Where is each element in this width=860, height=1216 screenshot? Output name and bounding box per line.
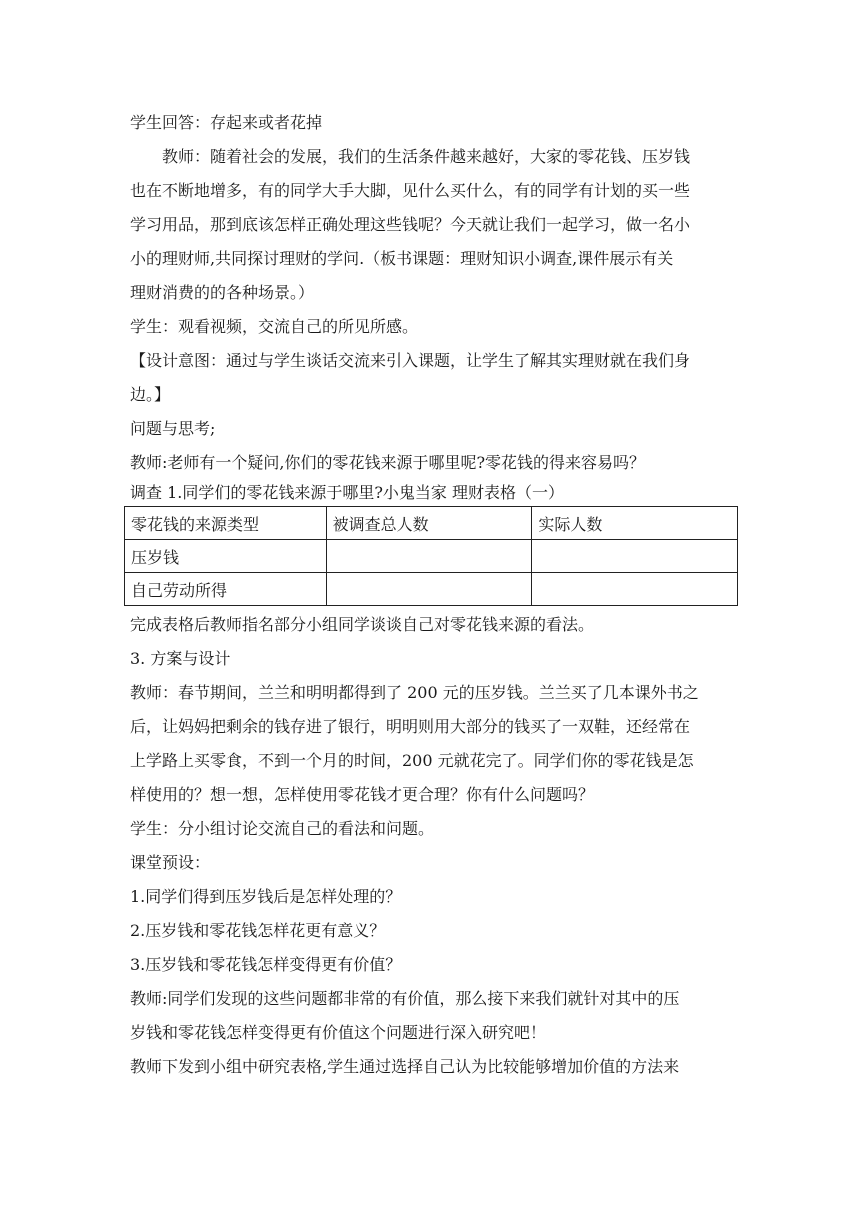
paragraph-line: 也在不断地增多，有的同学大手大脚，见什么买什么，有的同学有计划的买一些 [130, 181, 691, 200]
table-cell: 压岁钱 [125, 540, 327, 573]
table-row [125, 540, 738, 573]
paragraph-line: 学习用品，那到底该怎样正确处理这些钱呢？今天就让我们一起学习，做一名小 [130, 215, 691, 234]
table-cell [326, 540, 532, 573]
paragraph-line: 教师：随着社会的发展，我们的生活条件越来越好，大家的零花钱、压岁钱 [162, 147, 691, 166]
table-caption: 调查 1.同学们的零花钱来源于哪里?小鬼当家 理财表格（一） [130, 483, 565, 502]
paragraph-line: 岁钱和零花钱怎样变得更有价值这个问题进行深入研究吧！ [130, 1023, 547, 1042]
paragraph-line: 上学路上买零食，不到一个月的时间，200 元就花完了。同学们你的零花钱是怎 [130, 751, 694, 770]
table-row [125, 573, 738, 606]
paragraph-line: 后，让妈妈把剩余的钱存进了银行，明明则用大部分的钱买了一双鞋，还经常在 [130, 717, 691, 736]
table-header-cell: 零花钱的来源类型 [125, 507, 327, 540]
paragraph-line: 教师下发到小组中研究表格,学生通过选择自己认为比较能够增加价值的方法来 [130, 1057, 680, 1076]
table-cell [326, 573, 532, 606]
table-header-cell: 实际人数 [532, 507, 738, 540]
paragraph-line: 学生：观看视频，交流自己的所见所感。 [130, 317, 419, 336]
table-header-row [125, 507, 738, 540]
document-page [130, 106, 740, 1084]
paragraph-line: 教师：春节期间，兰兰和明明都得到了 200 元的压岁钱。兰兰买了几本课外书之 [130, 683, 699, 702]
table-cell: 自己劳动所得 [125, 573, 327, 606]
table-header-cell: 被调查总人数 [326, 507, 532, 540]
list-item: 3.压岁钱和零花钱怎样变得更有价值？ [130, 955, 402, 974]
design-intent-line: 边。】 [130, 385, 171, 404]
paragraph-line: 小的理财师,共同探讨理财的学问.（板书课题：理财知识小调查,课件展示有关 [130, 249, 674, 268]
paragraph-line: 课堂预设： [130, 853, 211, 872]
paragraph-line: 学生：分小组讨论交流自己的看法和问题。 [130, 819, 435, 838]
paragraph-line: 教师:老师有一个疑问,你们的零花钱来源于哪里呢?零花钱的得来容易吗？ [130, 453, 646, 472]
list-item: 1.同学们得到压岁钱后是怎样处理的？ [130, 887, 402, 906]
list-item: 2.压岁钱和零花钱怎样花更有意义？ [130, 921, 386, 940]
table-cell [532, 540, 738, 573]
pocket-money-survey-table [124, 506, 738, 606]
design-intent-line: 【设计意图：通过与学生谈话交流来引入课题，让学生了解其实理财就在我们身 [130, 351, 691, 370]
paragraph-line: 理财消费的的各种场景。） [130, 283, 315, 302]
table-cell [532, 573, 738, 606]
paragraph-line: 学生回答：存起来或者花掉 [130, 113, 323, 132]
section-heading: 问题与思考; [130, 419, 216, 438]
paragraph-line: 样使用的？想一想，怎样使用零花钱才更合理？你有什么问题吗？ [130, 785, 595, 804]
paragraph-line: 完成表格后教师指名部分小组同学谈谈自己对零花钱来源的看法。 [130, 615, 595, 634]
section-heading: 3. 方案与设计 [130, 649, 231, 668]
paragraph-line: 教师:同学们发现的这些问题都非常的有价值，那么接下来我们就针对其中的压 [130, 989, 680, 1008]
